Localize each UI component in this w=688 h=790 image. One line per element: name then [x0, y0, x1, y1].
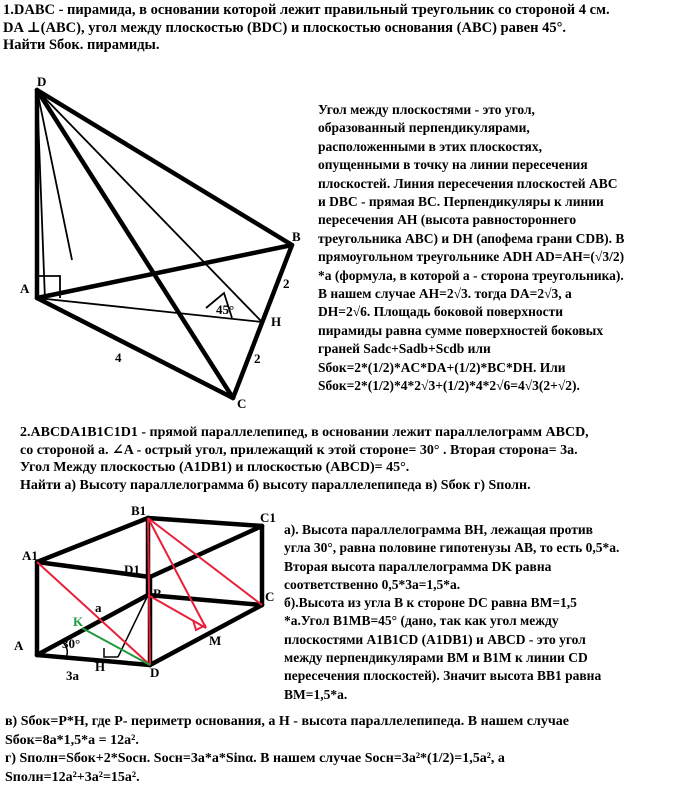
- label-D: D: [150, 665, 160, 680]
- explanation-line: расположенными в этих плоскостях,: [318, 138, 542, 154]
- statement-line: Найти Sбок. пирамиды.: [3, 37, 160, 53]
- label-K: K: [73, 614, 84, 629]
- conclusion-line: Sбок=8a*1,5*a = 12a².: [5, 732, 139, 748]
- edge-CD: [150, 605, 262, 665]
- problem2-statement: [20, 424, 589, 494]
- conclusion-line: г) Sполн=Sбок+2*Sосн. Sосн=3a*a*Sinα. В нашем случае Sосн=3a²*(1/2)=1,5a², а: [5, 751, 505, 766]
- label-H: H: [95, 659, 106, 674]
- explanation-line: Вторая высота параллелограмма DK равна: [284, 558, 552, 574]
- edge-DC: [37, 90, 233, 398]
- explanation-line: между перпендикулярами BM и B1M к линии CD: [284, 650, 588, 666]
- explanation-line: б).Высота из угла B к стороне DC равна BM=1,5: [284, 595, 577, 611]
- explanation-line: граней Sadc+Sadb+Scdb или: [318, 341, 491, 357]
- explanation-line: пирамиды равна сумме поверхностей боковых: [318, 322, 604, 338]
- angle-45-label: 45°: [216, 302, 235, 317]
- label-H: H: [271, 314, 282, 329]
- explanation-line: и DBC - прямая BC. Перпендикуляры к линии: [318, 194, 604, 210]
- explanation-line: треугольника ABC) и DH (апофема грани CDB). В: [318, 230, 625, 246]
- conclusion-line: Sполн=12a²+3a²=15a².: [5, 769, 140, 785]
- label-A: A: [14, 638, 24, 653]
- explanation-line: пересечения AH (высота равностороннего: [318, 212, 577, 228]
- explanation-line: *a (формула, в которой a - сторона треугольника).: [318, 267, 624, 283]
- explanation-line: образованный перпендикулярами,: [318, 120, 530, 136]
- problem1-explanation: [318, 101, 624, 396]
- problem2-explanation: [284, 521, 619, 704]
- label-C: C: [265, 589, 275, 604]
- diagonal-A1D: [37, 562, 150, 665]
- label-A1: A1: [22, 548, 38, 563]
- conclusion-line: в) Sбок=P*H, где P- периметр основания, а H - высота параллелепипеда. В нашем случае: [5, 714, 569, 729]
- right-angle-mark-H: [104, 648, 118, 657]
- label-B: B: [292, 229, 301, 244]
- explanation-line: плоскостями A1B1CD (A1DB1) и ABCD - это угол: [284, 631, 586, 647]
- edge-BC: [148, 595, 262, 605]
- angle-30-label: 30°: [62, 636, 81, 651]
- edge-AB: [37, 595, 148, 655]
- label-C1: C1: [260, 510, 276, 525]
- statement-line: 2.ABCDA1B1C1D1 - прямой параллелепипед, в основании лежит параллелограмм ABCD,: [20, 425, 589, 440]
- statement-line: Угол Между плоскостью (A1DB1) и плоскостью (ABCD)= 45°.: [20, 460, 410, 475]
- label-B: B: [153, 586, 162, 601]
- diagonal-B1C: [148, 518, 262, 605]
- label-B1: B1: [131, 503, 147, 518]
- explanation-line: Sбок=2*(1/2)*4*2√3+(1/2)*4*2√6=4√3(2+√2).: [318, 378, 580, 394]
- explanation-line: прямоугольном треугольнике ADH AD=AH=(√3/2): [318, 249, 625, 265]
- explanation-line: Sбок=2*(1/2)*AC*DA+(1/2)*BC*DH. Или: [318, 359, 566, 375]
- problem2-conclusion: [5, 713, 569, 787]
- explanation-line: угла 30°, равна половине гипотенузы AB, то есть 0,5*a.: [284, 540, 620, 556]
- edge-B1C1: [148, 518, 262, 526]
- explanation-line: опущенными в точку на линии пересечения: [318, 157, 588, 173]
- statement-line: DA ⊥(ABC), угол между плоскостью (BDC) и плоскостью основания (ABC) равен 45°.: [3, 19, 567, 36]
- side-HC-label: 2: [254, 351, 261, 366]
- label-D: D: [37, 74, 47, 89]
- statement-line: Найти а) Высоту параллелограмма б) высоту параллелепипеда в) Sбок г) Sполн.: [20, 477, 531, 493]
- statement-line: со стороной а. ∠A - острый угол, прилежащий к этой стороне= 30° . Вторая сторона= 3a.: [20, 442, 578, 458]
- side-AC-label: 4: [115, 350, 122, 365]
- explanation-line: BM=1,5*a.: [284, 686, 348, 702]
- side-3a-label: 3a: [66, 668, 79, 683]
- explanation-line: плоскостей. Линия пересечения плоскостей ABC: [318, 175, 618, 191]
- side-a-label: a: [95, 600, 102, 615]
- explanation-line: пересечения плоскостей). Значит высота BB1 равна: [284, 668, 602, 684]
- explanation-line: Угол между плоскостями - это угол,: [318, 102, 535, 117]
- explanation-line: соответственно 0,5*3a=1,5*a.: [284, 576, 461, 592]
- edge-C1D1: [150, 526, 262, 577]
- statement-line: 1.DABC - пирамида, в основании которой лежит правильный треугольник со стороной 4 см.: [3, 2, 610, 18]
- label-M: M: [209, 633, 222, 648]
- label-A: A: [20, 281, 30, 296]
- explanation-line: В нашем случае AH=2√3. тогда DA=2√3, а: [318, 286, 572, 302]
- explanation-line: *a.Угол B1MB=45° (дано, так как угол между: [284, 613, 559, 629]
- label-D1: D1: [124, 562, 140, 577]
- edge-A1B1: [37, 518, 148, 562]
- explanation-line: DH=2√6. Площадь боковой поверхности: [318, 304, 564, 320]
- side-BH-label: 2: [283, 276, 290, 291]
- explanation-line: а). Высота параллелограмма BH, лежащая против: [284, 522, 593, 537]
- label-C: C: [237, 396, 247, 411]
